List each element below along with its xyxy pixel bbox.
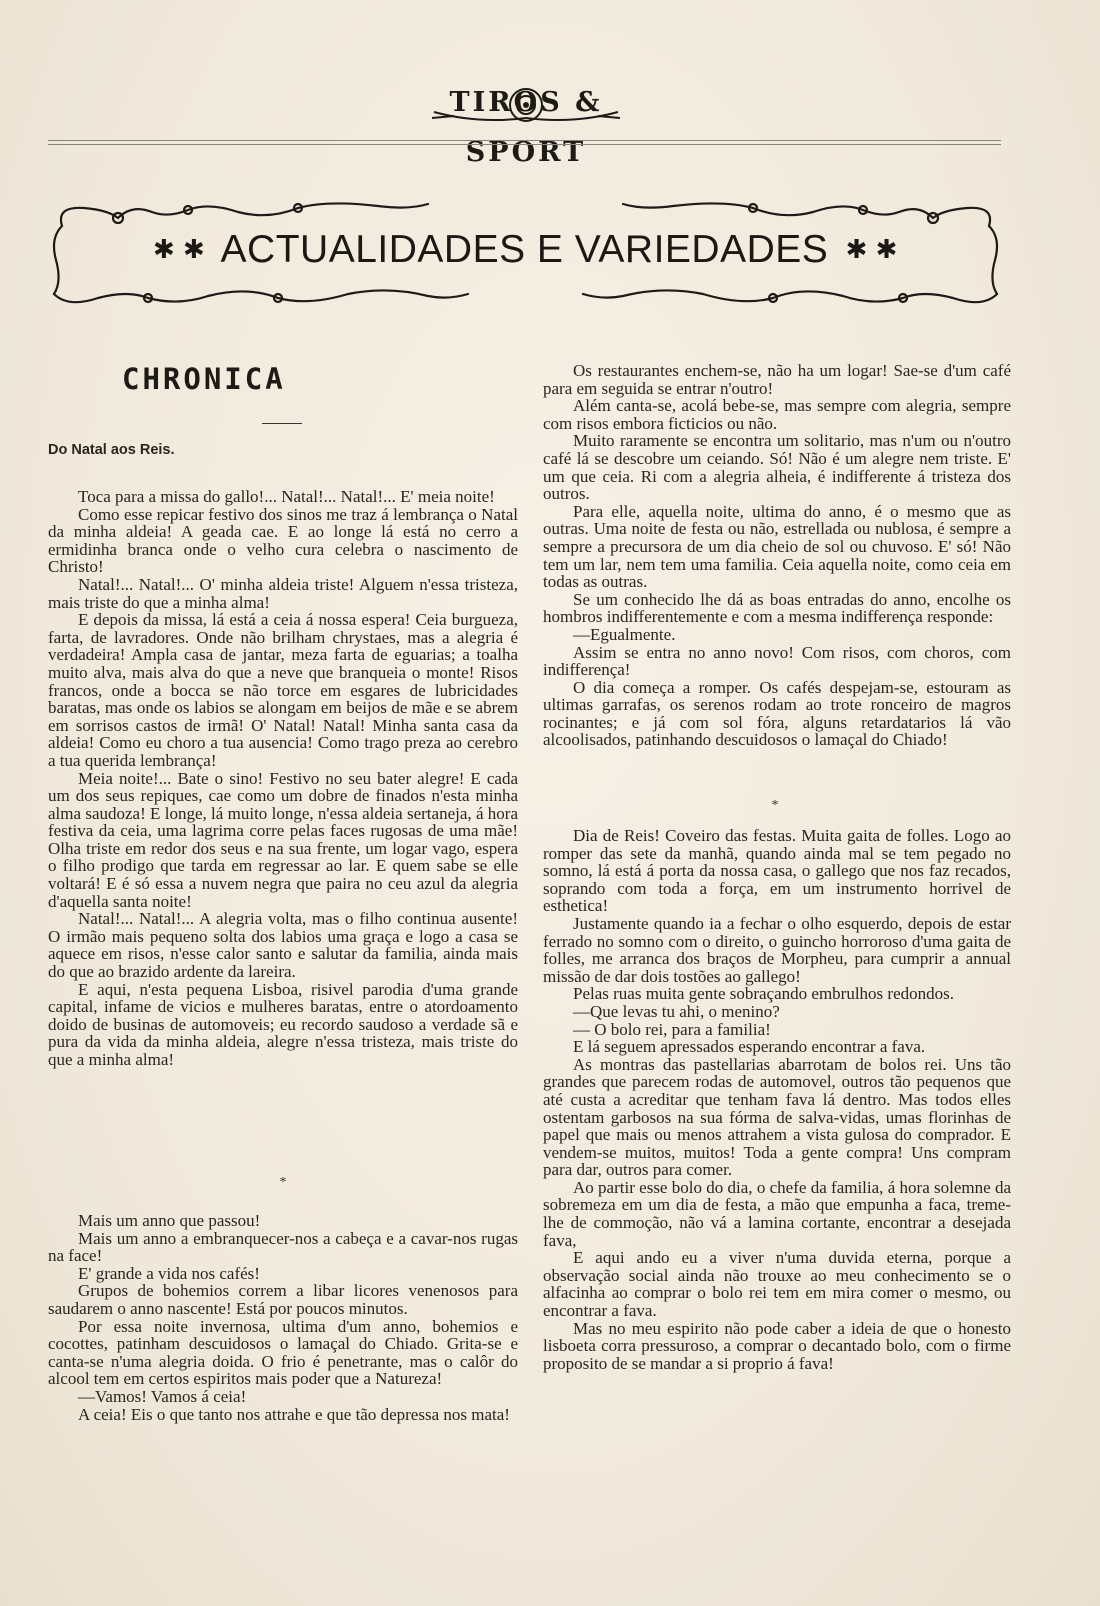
paragraph: E lá seguem apressados esperando encontrar a fava. <box>573 1037 926 1057</box>
paragraph: E aqui ando eu a viver n'uma duvida eterna, porque a observação social ainda não trouxe ao meu conhecimento se o alfacinha ao comprar o bolo rei tem em mira comer o mesmo, ou encontrar a fava. <box>543 1248 1011 1321</box>
banner-title: ACTUALIDADES E VARIEDADES <box>220 228 829 271</box>
paragraph: Justamente quando ia a fechar o olho esquerdo, depois de estar ferrado no somno com o direito, o guincho horroroso d'uma gaita de folles, me arranca dos braços de Morpheu, para cumprir a annual missão de dar dois tostões ao gallego! <box>543 913 1011 986</box>
masthead-logo <box>428 78 624 168</box>
paragraph: Ao partir esse bolo do dia, o chefe da familia, á hora solemne da sobremeza em um dia de festa, a mão que empunha a faca, treme-lhe de commoção, não vá a lamina cortante, encontrar a desejada fava, <box>543 1177 1011 1250</box>
section-banner <box>48 198 1003 313</box>
paragraph: Grupos de bohemios correm a libar licores venenosos para saudarem o anno nascente! Está por poucos minutos. <box>48 1281 518 1318</box>
left-column-part-1 <box>48 488 518 1069</box>
right-column-part-1 <box>543 362 1011 749</box>
paragraph: E aqui, n'esta pequena Lisboa, risivel parodia d'uma grande capital, infame de vicios e mulheres baratas, entre o atordoamento doido de businas de automoveis; eu recordo saudoso a verdade sã e pura da vida da minha aldeia, alegre n'essa tristeza, mais triste do que a minha alma! <box>48 979 518 1069</box>
paragraph: — O bolo rei, para a familia! <box>573 1019 771 1039</box>
star-ornament-left: ✱ ✱ <box>153 234 206 264</box>
logo-text: TIROS & SPORT <box>449 87 603 168</box>
paragraph: E depois da missa, lá está a ceia á nossa espera! Ceia burgueza, farta, de lavradores. Onde não brilham chrystaes, mas a alegria é verdadeira! Ampla casa de jantar, meza farta de eguarias; a toalha muito alva, mais alva do que a neve que branqueia o monte! Risos francos, onde a bocca se não torce em esgares de lubricidades baratas, mas onde os labios se alongam em beijos de mãe e se abrem em sorrisos castos de irmã! O' Natal! Natal! Minha santa casa da aldeia! Como eu choro a tua ausencia! Como trago preza ao cerebro a tua querida lembrança! <box>48 610 518 770</box>
article-subtitle: Do Natal aos Reis. <box>48 442 175 458</box>
paragraph: Natal!... Natal!... O' minha aldeia triste! Alguem n'essa tristeza, mais triste do que a minha alma! <box>48 574 518 612</box>
paragraph: Muito raramente se encontra um solitario, mas n'um ou n'outro café lá se descobre um ceiando. Só! Não é um alegre nem triste. E' um que ceia. Ri com a alegria alheia, é indifferente á tristeza dos outros. <box>543 431 1011 504</box>
paragraph: Mas no meu espirito não pode caber a ideia de que o honesto lisboeta corra pressuroso, a comprar o decantado bolo, com o firme proposito de se mandar a si proprio á fava! <box>543 1318 1011 1373</box>
paragraph: As montras das pastellarias abarrotam de bolos rei. Uns tão grandes que parecem rodas de automovel, outros tão pequenos que até custa a acreditar que tenham fava lá dentro. Mas todos elles ostentam garbosos na sua fórma de salva-vidas, umas florinhas de papel que mais ou menos attrahem a vista gulosa do comprador. E vendem-se muitos, muitos! Toda a gente compra! Uns compram para dar, outros para comer. <box>543 1054 1011 1180</box>
banner-title-line <box>48 228 1003 272</box>
paragraph: Toca para a missa do gallo!... Natal!... Natal!... E' meia noite! <box>78 487 495 506</box>
header-rule-top <box>48 140 1001 141</box>
title-divider <box>262 423 302 424</box>
paragraph: Dia de Reis! Coveiro das festas. Muita gaita de folles. Logo ao romper das sete da manhã, quando ainda mal se tem pegado no somno, lá está á porta da nossa casa, o gallego que nos faz recados, soprando com toda a força, em um instrumento horrivel de esthetica! <box>543 826 1011 916</box>
paragraph: Para elle, aquella noite, ultima do anno, é o mesmo que as outras. Uma noite de festa ou não, estrellada ou nublosa, é sempre a sempre a precursora de um dia cheio de sol ou chuvoso. E' só! Não tem um lar, nem tem uma familia. Ceia aquella noite, como ceia em todas as outras. <box>543 501 1011 592</box>
paragraph: Mais um anno a embranquecer-nos a cabeça e a cavar-nos rugas na face! <box>48 1228 518 1266</box>
right-column-part-2 <box>543 827 1011 1372</box>
paragraph: Pelas ruas muita gente sobraçando embrulhos redondos. <box>573 984 954 1004</box>
section-separator-left: * <box>279 1175 287 1190</box>
left-column-part-2 <box>48 1212 518 1423</box>
paragraph: Os restaurantes enchem-se, não ha um logar! Sae-se d'um café para em seguida se entrar n'outro! <box>543 361 1011 398</box>
paragraph: O dia começa a romper. Os cafés despejam-se, estouram as ultimas garrafas, os serenos rodam ao trote ronceiro de magros rocinantes; e já com sol fóra, alguns retardatarios lá vão alcoolisados, patinhando descuidosos o lamaçal do Chiado! <box>543 677 1011 750</box>
paragraph: Mais um anno que passou! <box>78 1211 261 1230</box>
paragraph: E' grande a vida nos cafés! <box>78 1263 260 1283</box>
paragraph: Meia noite!... Bate o sino! Festivo no seu bater alegre! E cada um dos seus repiques, cae como um dobre de finados n'esta minha alma saudoza! E longe, lá muito longe, n'essa aldeia sertaneja, á hora festiva da ceia, uma lagrima corre pelas faces rugosas de uma mãe! Olha triste em redor dos seus e na sua frente, um logar vago, espera o filho prodigo que tarda em regressar ao lar. E quem sabe se elle voltará! E é só essa a nuvem negra que paira no ceu azul da alegria d'aquella santa noite! <box>48 768 518 911</box>
paragraph: Por essa noite invernosa, ultima d'um anno, bohemios e cocottes, patinham descuidosos o lamaçal do Chiado. Grita-se e canta-se n'uma alegria doida. O frio é penetrante, mas o calôr do alcool tem em certos espiritos mais poder que a Natureza! <box>48 1316 518 1389</box>
paragraph: —Egualmente. <box>573 624 676 644</box>
paragraph: A ceia! Eis o que tanto nos attrahe e que tão depressa nos mata! <box>78 1404 510 1424</box>
paragraph: Como esse repicar festivo dos sinos me traz á lembrança o Natal da minha aldeia! A geada cae. E ao longe lá está no cerro a ermidinha branca onde o velho cura celebra o nascimento de Christo! <box>48 504 518 577</box>
section-separator-right: * <box>771 798 779 813</box>
paragraph: Natal!... Natal!... A alegria volta, mas o filho continua ausente! O irmão mais pequeno solta dos labios uma graça e logo a casa se aquece em risos, n'esse calor santo e salutar da familia, ainda mais do que ao brazido ardente da lareira. <box>48 909 518 982</box>
paragraph: Se um conhecido lhe dá as boas entradas do anno, encolhe os hombros indifferentemente e com a mesma indifferença responde: <box>543 589 1011 627</box>
star-ornament-right: ✱ ✱ <box>845 234 898 264</box>
header-rule-bottom <box>48 144 1001 145</box>
article-title: CHRONICA <box>122 362 286 396</box>
paragraph: Assim se entra no anno novo! Com risos, com choros, com indifferença! <box>543 642 1011 680</box>
paragraph: —Que levas tu ahi, o menino? <box>573 1001 780 1021</box>
paragraph: Além canta-se, acolá bebe-se, mas sempre com alegria, sempre com risos embora ficticios ou não. <box>543 396 1011 433</box>
paragraph: —Vamos! Vamos á ceia! <box>78 1386 247 1406</box>
